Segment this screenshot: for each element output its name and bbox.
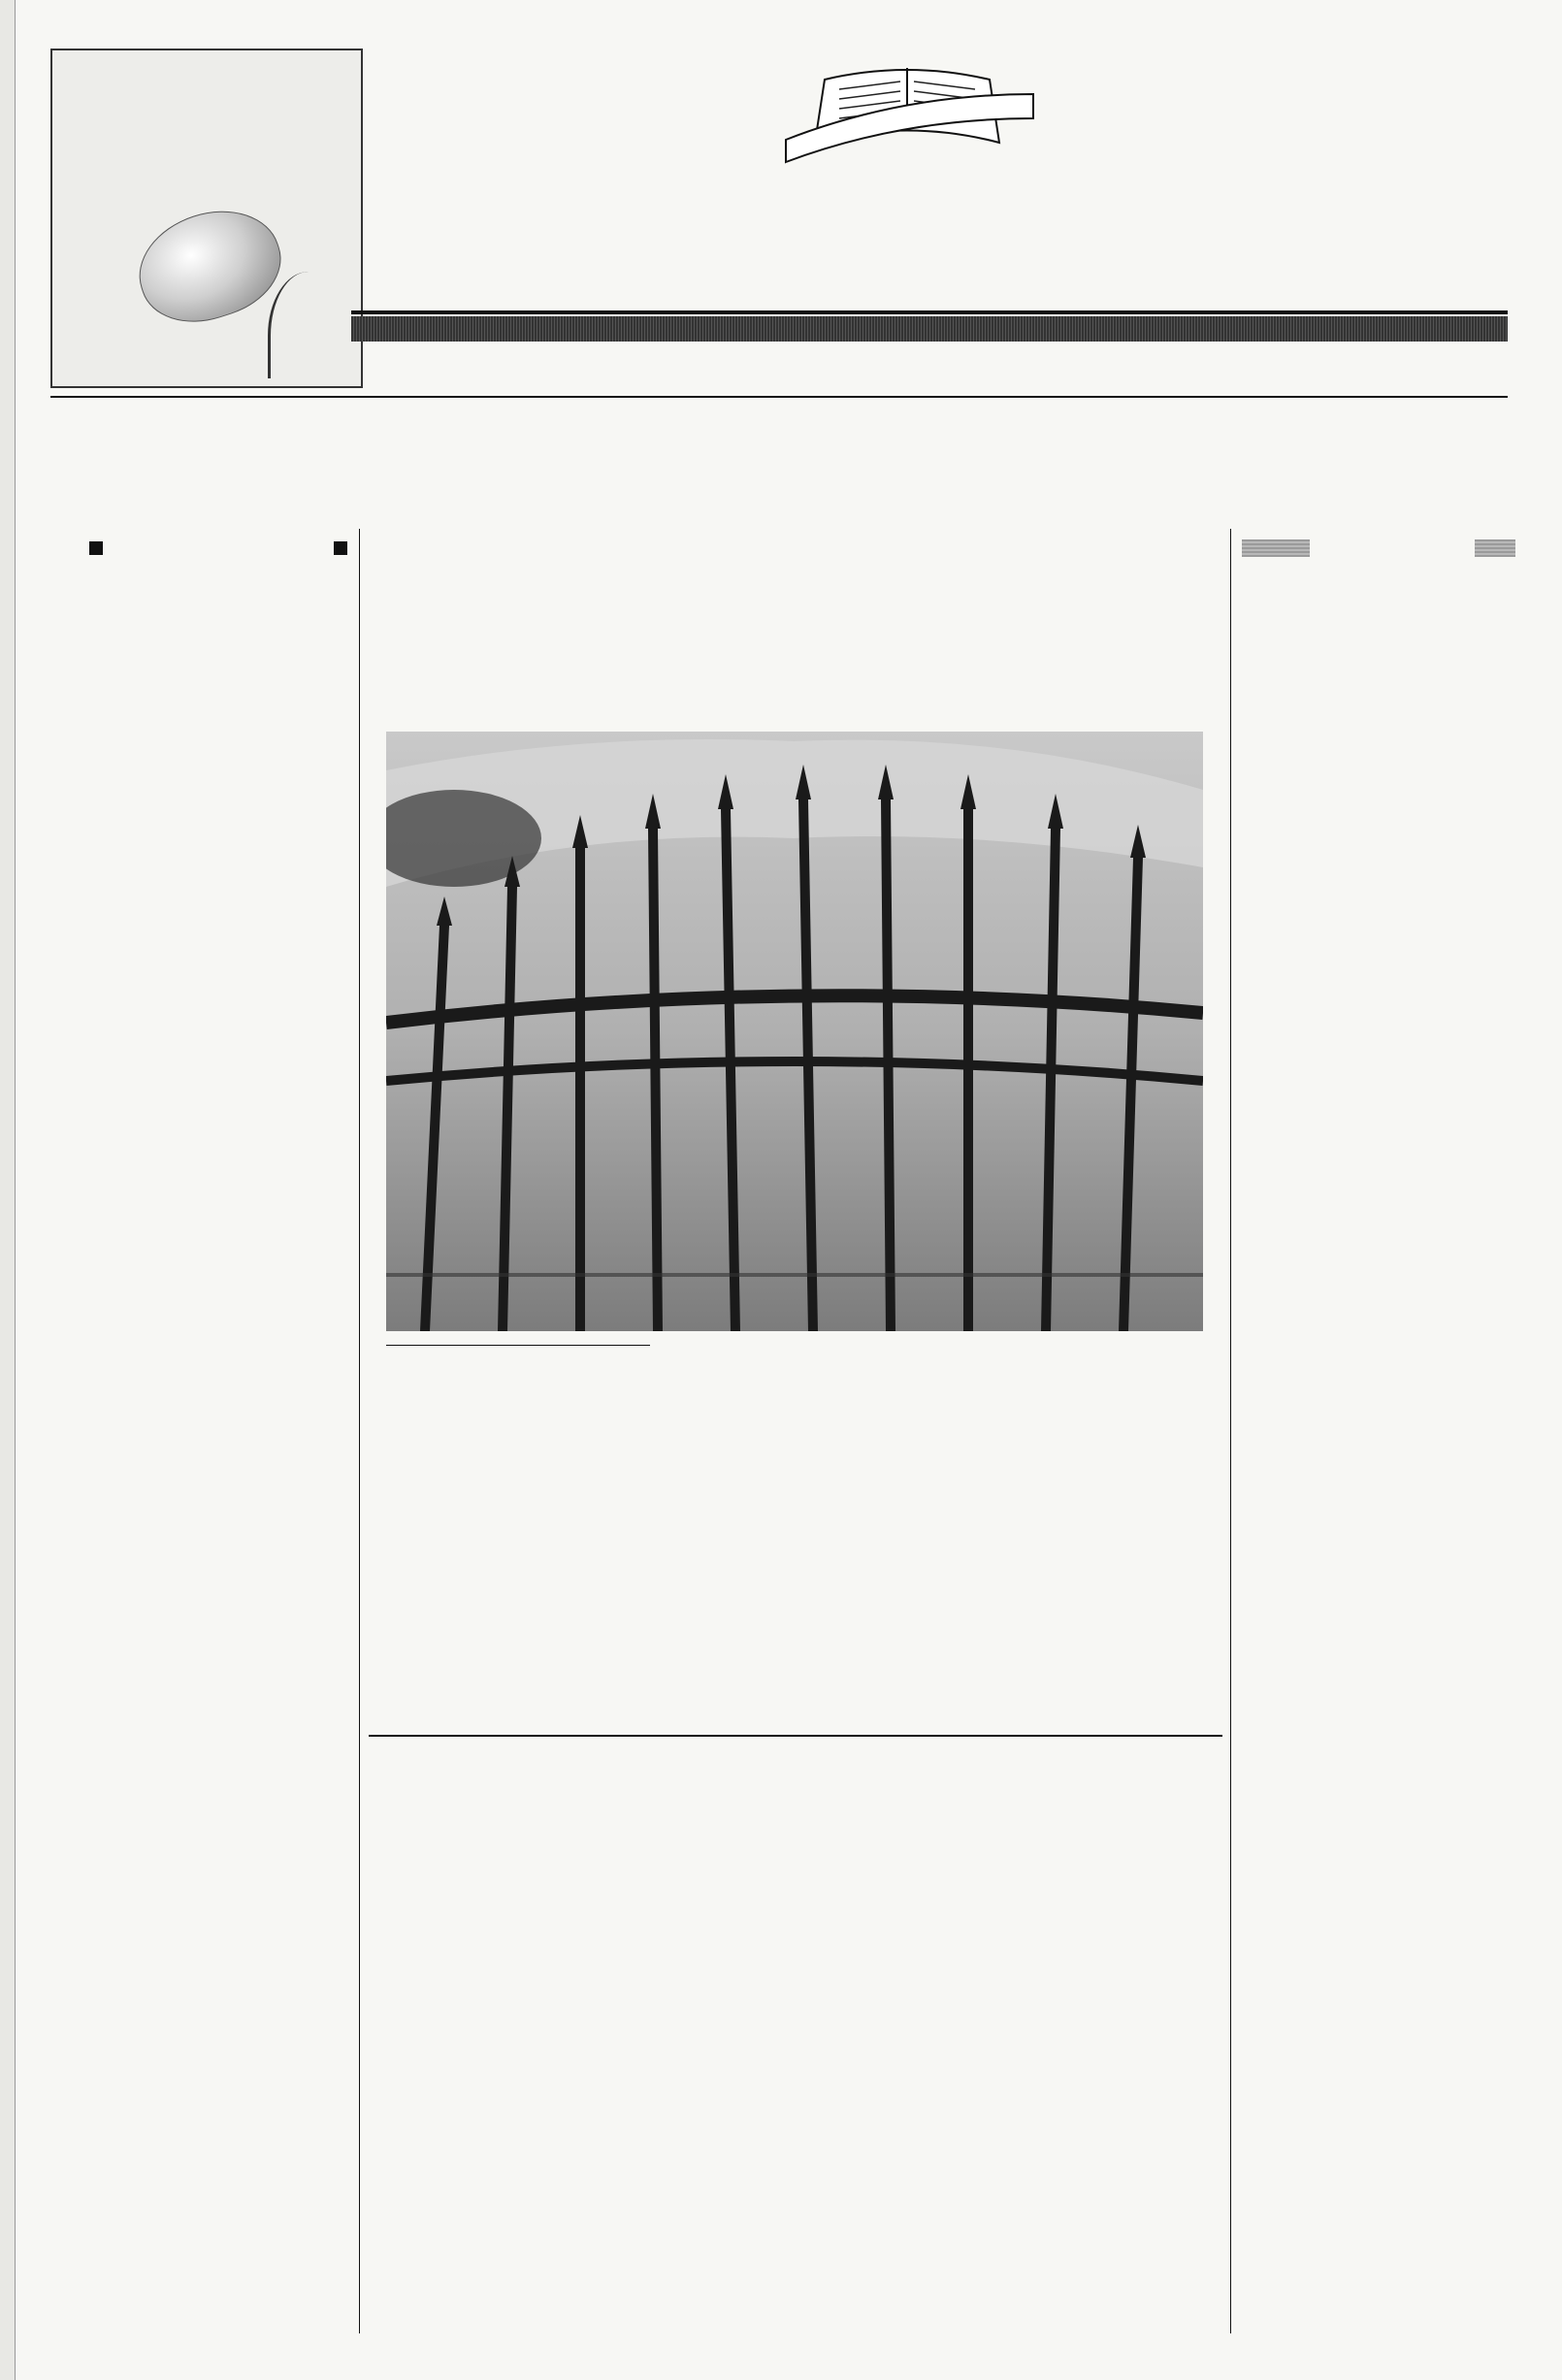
left-margin-text [1,272,16,2067]
site-logo-box[interactable] [50,49,363,388]
teaser-strip [50,402,1508,524]
opinione-strip-right [1475,539,1515,557]
iron-gate-graphic [386,732,1203,1331]
square-bullet-icon [334,541,347,555]
square-bullet-icon [89,541,103,555]
masthead-rule-bottom [50,396,1508,398]
masthead-rule-top [351,310,1508,314]
opinione-strip-left [1242,539,1310,557]
col-divider-right [1230,529,1231,2333]
gate-photo [386,732,1203,1331]
opinione-section-header [1242,536,1515,563]
open-book-icon [766,50,1048,167]
main-bottom-rule [369,1735,1222,1737]
col-divider-left [359,529,360,2333]
byline-rule [386,1345,650,1346]
mouse-cable [268,272,336,378]
book-emblem [766,50,1048,167]
bibbia-section-header [89,537,346,564]
masthead-subtitle-bar [351,316,1508,342]
